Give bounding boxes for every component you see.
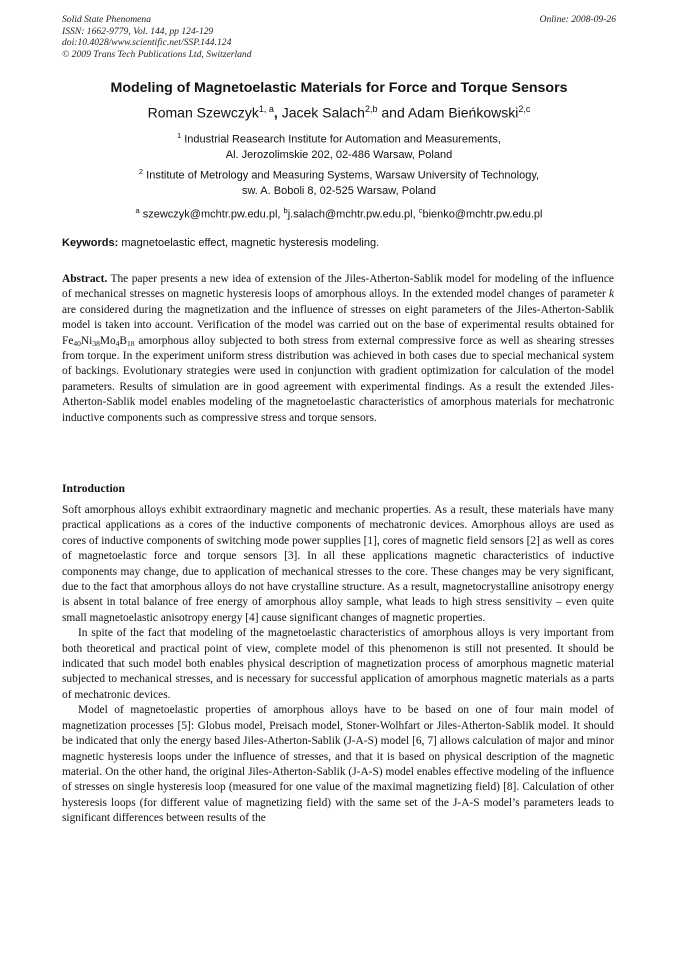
affiliation-1: [40, 128, 638, 163]
abstract-text-2: are considered during the magnetization and the influence of stresses on eight parameters of the Jiles-Atherton-Sablik model is taken into account. Verification of the model was carried out on the base of experimental results obtained for: [62, 303, 614, 332]
formula-sub-38: 38: [92, 338, 100, 348]
intro-paragraph-1: Soft amorphous alloys exhibit extraordinary magnetic and mechanic properties. As a result, these materials have many practical applications as a cores of the inductive components of mechatronic devices. Amorphous alloys are used as cores of inductive components of switching mode power supplies [1], cores of magnetic field sensors [2] as well as cores of magnetoelastic force and torque sensors [3]. In all these applications magnetic characteristics of inductive components may change, due to application of mechanical stresses to the core. These changes may be very significant, due to the fact that amorphous alloys do not have crystalline structure. As a result, magnetocrystalline anisotropy energy is absent in total balance of free energy of amorphous alloy sample, what leads to high stress sensitivity – even quite small magnetoelastic anisotropy energy [4] cause significant changes of magnetic properties.: [62, 504, 614, 624]
email-a-sup: a: [135, 206, 140, 215]
affiliation-2-sup: 2: [138, 167, 144, 176]
formula-fe: Fe: [62, 334, 74, 347]
formula-sub-18: 18: [127, 338, 135, 348]
doi-line: doi:10.4028/www.scientific.net/SSP.144.124: [62, 37, 232, 48]
alloy-formula: [62, 335, 135, 347]
abstract: [62, 272, 614, 426]
email-c: bienko@mchtr.pw.edu.pl: [422, 208, 543, 221]
keywords-label: Keywords:: [62, 237, 119, 249]
online-date: Online: 2008-09-26: [539, 14, 616, 25]
parameter-k: k: [608, 288, 614, 301]
author-and: and: [381, 104, 405, 121]
keywords: [62, 237, 622, 249]
email-b: j.salach@mchtr.pw.edu.pl,: [287, 208, 416, 221]
journal-header: [62, 14, 252, 60]
author-3-sup: 2,c: [518, 104, 531, 114]
formula-ni: Ni: [80, 334, 93, 347]
author-line: [40, 104, 638, 121]
introduction-heading: Introduction: [62, 482, 125, 495]
abstract-label: Abstract.: [62, 273, 108, 285]
email-line: [40, 203, 638, 223]
affiliation-2-line1: Institute of Metrology and Measuring Systems, Warsaw University of Technology,: [146, 169, 540, 182]
formula-b: B: [119, 334, 127, 347]
formula-sub-4: 4: [115, 338, 120, 348]
intro-paragraph-3: Model of magnetoelastic properties of amorphous alloys have to be based on one of four main model of magnetization processes [5]: Globus model, Preisach model, Stoner-Wolhfart or Jiles-Atherton-Sablik model. It should be indicated that only the energy based Jiles-Atherton-Sablik (J-A-S) model [6, 7] allows calculation of major and minor magnetic hysteresis loops under the influence of stresses, and that it is based on physical description of the magnetic material. On the other hand, the original Jiles-Atherton-Sablik (J-A-S) model enables effective modeling of the influence of stresses on single hysteresis loop (measured for one value of the maximal magnetizing field) [8]. Calculation of other hysteresis loops (for different value of magnetizing field) with the same set of the J-A-S model’s parameters leads to significant differences between results of the: [62, 704, 614, 825]
formula-sub-40: 40: [73, 338, 81, 348]
email-b-sup: b: [283, 206, 288, 215]
formula-mo: Mo: [99, 334, 116, 347]
keywords-text: magnetoelastic effect, magnetic hysteresis modeling.: [121, 237, 380, 249]
author-1: Roman Szewczyk: [147, 104, 259, 121]
affiliation-2-line2: sw. A. Boboli 8, 02-525 Warsaw, Poland: [241, 184, 437, 197]
journal-name: Solid State Phenomena: [62, 14, 151, 25]
email-c-sup: c: [418, 206, 423, 215]
introduction-body: [62, 503, 614, 827]
affiliation-1-line1: Industrial Reasearch Institute for Automation and Measurements,: [184, 133, 501, 146]
author-3: Adam Bieńkowski: [407, 104, 519, 121]
issn-line: ISSN: 1662-9779, Vol. 144, pp 124-129: [62, 25, 214, 37]
abstract-text-1: The paper presents a new idea of extension of the Jiles-Atherton-Sablik model for modeling of the influence of mechanical stresses on magnetic hysteresis loops of amorphous alloys. In the extended model changes of parameter: [62, 273, 614, 301]
abstract-text-3: amorphous alloy subjected to both stress from external compressive force as well as shearing stresses from torque. In the experiment uniform stress distribution was achieved in both cases due to special mechanical system of backings. Evolutionary strategies were used in conjunction with gradient optimization for calculation of the model parameters. Results of simulation are in good agreement with experimental findings. As a result the extended Jiles-Atherton-Sablik model enables modeling of the magnetoelastic characteristics of amorphous materials for mechatronic inductive components such as compressive stress and torque sensors.: [62, 334, 614, 424]
email-a: szewczyk@mchtr.pw.edu.pl,: [142, 208, 281, 221]
author-1-sup: 1, a: [258, 104, 274, 114]
affiliation-1-line2: Al. Jerozolimskie 202, 02-486 Warsaw, Poland: [225, 148, 453, 161]
copyright-line: © 2009 Trans Tech Publications Ltd, Switzerland: [62, 48, 252, 60]
affiliation-1-sup: 1: [177, 131, 182, 140]
author-separator: ,: [273, 104, 278, 121]
intro-paragraph-2: In spite of the fact that modeling of the magnetoelastic characteristics of amorphous alloys is very important from both theoretical and practical point of view, complete model of this phenomenon is still not presented. It should be indicated that such model both enables physical description of magnetization process of amorphous magnetic material subjected to mechanical stresses, and is necessary for successful application of amorphous magnetic materials as a parts of mechatronic devices.: [62, 627, 614, 701]
affiliation-2: [40, 164, 638, 199]
paper-title: Modeling of Magnetoelastic Materials for Force and Torque Sensors: [110, 80, 568, 96]
author-2-sup: 2,b: [364, 104, 378, 114]
author-2: Jacek Salach: [281, 104, 365, 121]
